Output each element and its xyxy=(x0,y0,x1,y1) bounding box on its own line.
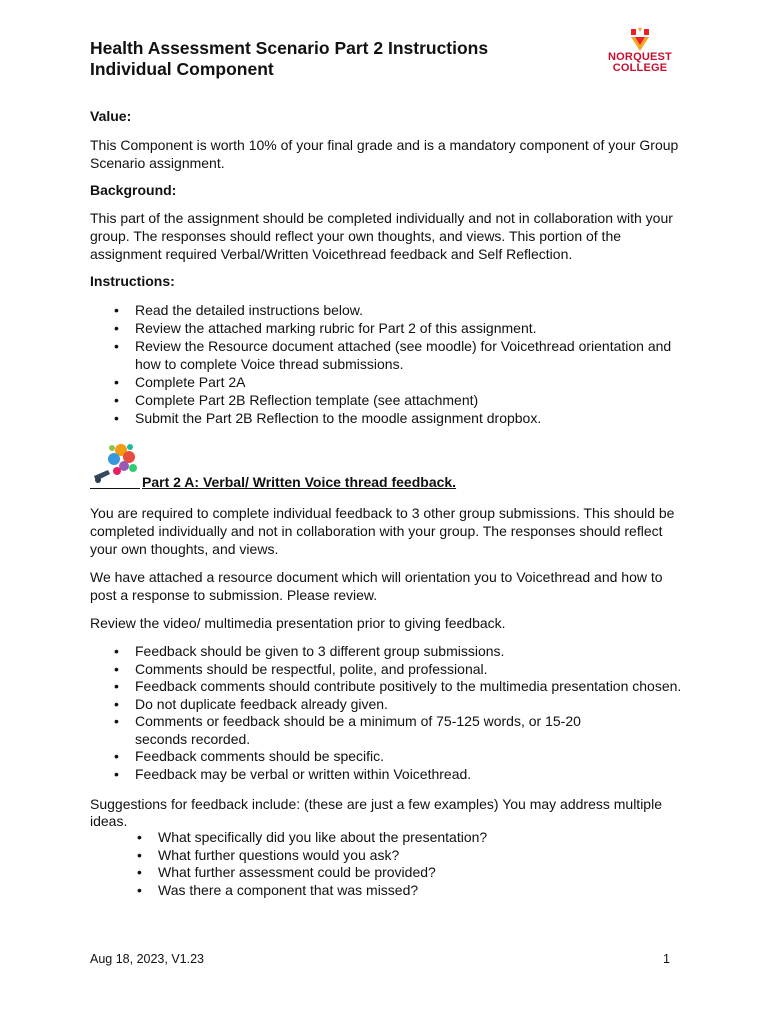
part-2a-paragraph-1: You are required to complete individual feedback to 3 other group submissions. This should be completed individually and not in collaboration with your group. The responses should reflect your own thoughts, and views. xyxy=(90,505,675,557)
part-2a-heading-row xyxy=(90,440,490,492)
part-2a-heading: Part 2 A: Verbal/ Written Voice thread feedback. xyxy=(142,474,457,490)
list-item: • Review the Resource document attached (see moodle) for Voicethread orientation and how to complete Voice thread submissions. xyxy=(90,337,690,373)
footer-date-version: Aug 18, 2023, V1.23 xyxy=(90,952,204,966)
suggestions-intro: Suggestions for feedback include: (these are just a few examples) You may address multiple ideas. xyxy=(90,796,662,829)
list-item: • Do not duplicate feedback already given. xyxy=(90,696,690,714)
list-item: • What further questions would you ask? xyxy=(136,847,676,865)
logo-text-line-1: NORQUEST xyxy=(608,51,672,63)
list-item: • Comments or feedback should be a minimum of 75-125 words, or 15-20 seconds recorded. xyxy=(90,713,690,748)
instructions-list xyxy=(90,301,690,427)
list-item: • Feedback comments should contribute positively to the multimedia presentation chosen. xyxy=(90,678,690,696)
list-item: • Complete Part 2B Reflection template (see attachment) xyxy=(90,391,690,409)
list-item: • What specifically did you like about the presentation? xyxy=(136,829,676,847)
value-text: This Component is worth 10% of your final grade and is a mandatory component of your Group Scenario assignment. xyxy=(90,137,679,171)
logo-text-line-2: COLLEGE xyxy=(612,62,668,74)
footer-page-number: 1 xyxy=(663,952,670,966)
norquest-logo-icon xyxy=(629,28,651,52)
background-text: This part of the assignment should be completed individually and not in collaboration with your group. The responses should reflect your own thoughts, and views. This portion of the assignment required Verbal/Written Voicethread feedback and Self Reflection. xyxy=(90,210,673,262)
list-item: • Feedback should be given to 3 different group submissions. xyxy=(90,643,690,661)
title-line-1: Health Assessment Scenario Part 2 Instructions xyxy=(90,38,489,58)
list-item: • Comments should be respectful, polite, and professional. xyxy=(90,661,690,679)
norquest-logo xyxy=(604,28,676,88)
instructions-heading: Instructions: xyxy=(90,273,175,289)
list-item: • What further assessment could be provided? xyxy=(136,864,676,882)
background-heading: Background: xyxy=(90,182,177,198)
list-item: • Submit the Part 2B Reflection to the moodle assignment dropbox. xyxy=(90,409,690,427)
list-item: • Feedback comments should be specific. xyxy=(90,748,690,766)
voicethread-icon xyxy=(90,440,142,488)
document-title xyxy=(90,38,488,80)
value-heading: Value: xyxy=(90,108,132,124)
part-2a-underline xyxy=(90,488,140,489)
list-item: • Complete Part 2A xyxy=(90,373,690,391)
suggestions-list xyxy=(136,829,676,899)
list-item: • Was there a component that was missed? xyxy=(136,882,676,900)
list-item: • Review the attached marking rubric for Part 2 of this assignment. xyxy=(90,319,690,337)
title-line-2: Individual Component xyxy=(90,59,274,79)
feedback-list xyxy=(90,643,690,783)
part-2a-paragraph-3: Review the video/ multimedia presentation prior to giving feedback. xyxy=(90,615,506,631)
part-2a-paragraph-2: We have attached a resource document which will orientation you to Voicethread and how to post a response to submission. Please review. xyxy=(90,569,663,603)
list-item: • Read the detailed instructions below. xyxy=(90,301,690,319)
list-item: • Feedback may be verbal or written within Voicethread. xyxy=(90,766,690,784)
